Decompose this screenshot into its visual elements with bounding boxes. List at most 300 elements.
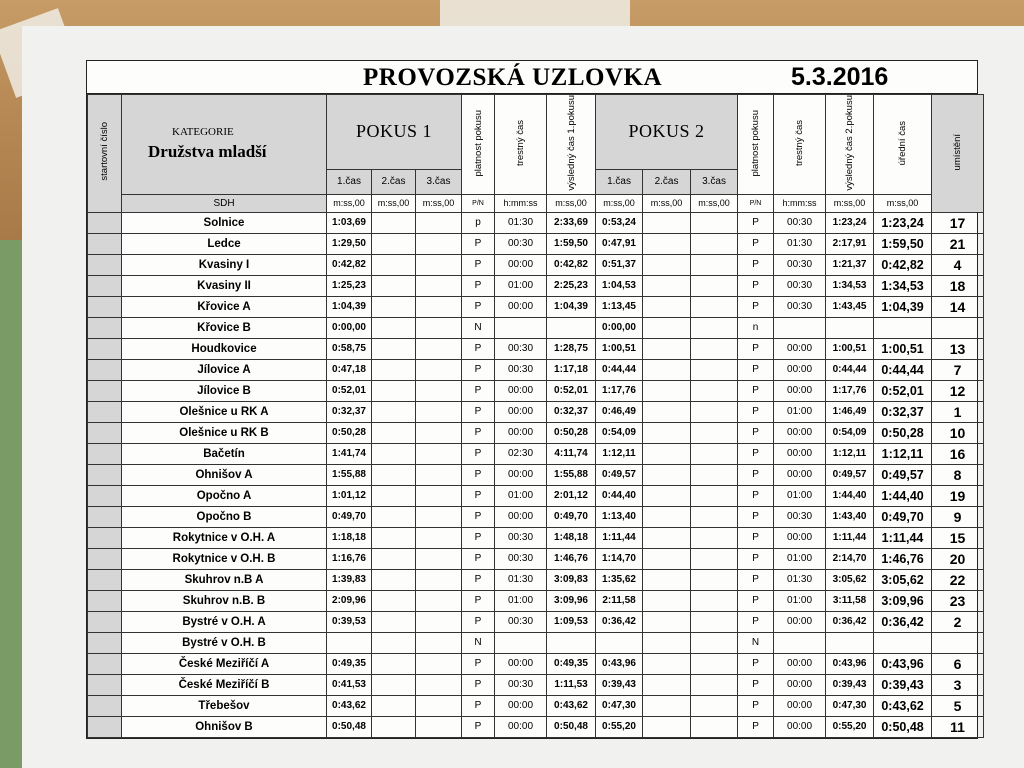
pokus1-vysledny: 0:49,70 (547, 506, 596, 527)
pokus1-cas1: 0:49,35 (327, 653, 372, 674)
table-row (88, 401, 984, 422)
pokus2-platnost: P (738, 275, 774, 296)
pokus2-platnost: P (738, 548, 774, 569)
pokus1-cas2 (372, 464, 416, 485)
pokus2-trestny: 00:00 (774, 443, 826, 464)
pokus1-cas1: 0:49,70 (327, 506, 372, 527)
pokus1-cas1: 1:04,39 (327, 296, 372, 317)
pokus1-platnost: P (462, 443, 495, 464)
pokus1-platnost: P (462, 254, 495, 275)
pokus2-cas2 (643, 653, 691, 674)
pokus1-platnost: P (462, 296, 495, 317)
pokus2-cas3 (691, 506, 738, 527)
pokus1-trestny: 00:00 (495, 401, 547, 422)
pokus2-trestny: 00:30 (774, 212, 826, 233)
table-row (88, 422, 984, 443)
team-name: Opočno A (122, 485, 327, 506)
team-name: Houdkovice (122, 338, 327, 359)
pokus2-trestny: 00:00 (774, 716, 826, 737)
pokus1-cas3 (416, 443, 462, 464)
vysledny1-header: výsledný čas 1.pokusu (547, 95, 596, 195)
pokus1-cas2 (372, 296, 416, 317)
pokus1-platnost: P (462, 485, 495, 506)
pokus2-cas3 (691, 296, 738, 317)
pokus1-cas3 (416, 611, 462, 632)
pokus2-cas3 (691, 443, 738, 464)
pokus2-cas1: 1:14,70 (596, 548, 643, 569)
pokus2-platnost: P (738, 590, 774, 611)
pokus2-cas3 (691, 401, 738, 422)
pokus2-cas3 (691, 611, 738, 632)
uredni-cas: 0:39,43 (874, 674, 932, 695)
pokus2-cas1: 2:11,58 (596, 590, 643, 611)
pokus1-cas1: 1:16,76 (327, 548, 372, 569)
pokus1-vysledny: 0:49,35 (547, 653, 596, 674)
pokus1-cas1: 0:50,28 (327, 422, 372, 443)
event-date: 5.3.2016 (791, 63, 889, 91)
pokus1-platnost: P (462, 590, 495, 611)
pokus2-cas1: 0:47,91 (596, 233, 643, 254)
pokus1-cas3 (416, 653, 462, 674)
umisteni: 20 (932, 548, 984, 569)
pokus1-cas3 (416, 485, 462, 506)
pokus2-cas2 (643, 233, 691, 254)
table-row (88, 695, 984, 716)
pokus1-cas3 (416, 716, 462, 737)
format-label: m:ss,00 (416, 194, 462, 212)
start-number-cell (88, 464, 122, 485)
pokus2-vysledny (826, 632, 874, 653)
pokus2-cas1: 1:00,51 (596, 338, 643, 359)
pokus2-platnost: P (738, 233, 774, 254)
umisteni: 6 (932, 653, 984, 674)
pokus2-cas2 (643, 590, 691, 611)
trestny2-header: trestný čas (774, 95, 826, 195)
pokus2-trestny: 00:00 (774, 464, 826, 485)
pokus2-cas1: 0:51,37 (596, 254, 643, 275)
startovni-cislo-header: startovní číslo (88, 95, 122, 213)
pokus2-platnost: P (738, 443, 774, 464)
uredni-cas: 0:32,37 (874, 401, 932, 422)
pokus2-platnost: P (738, 485, 774, 506)
pokus1-platnost: P (462, 506, 495, 527)
pokus2-trestny: 00:00 (774, 380, 826, 401)
umisteni: 15 (932, 527, 984, 548)
pokus1-platnost: P (462, 338, 495, 359)
pokus2-cas3 (691, 212, 738, 233)
table-row (88, 611, 984, 632)
pokus2-vysledny: 1:17,76 (826, 380, 874, 401)
umisteni: 13 (932, 338, 984, 359)
pokus2-cas2 (643, 212, 691, 233)
pokus2-platnost: P (738, 254, 774, 275)
pokus1-vysledny: 0:32,37 (547, 401, 596, 422)
table-row (88, 464, 984, 485)
team-name: České Meziříčí B (122, 674, 327, 695)
pokus1-platnost: P (462, 233, 495, 254)
table-row (88, 590, 984, 611)
table-row (88, 338, 984, 359)
pokus1-cas2 (372, 317, 416, 338)
table-row (88, 317, 984, 338)
pokus1-cas2 (372, 338, 416, 359)
pokus1-cas1: 1:55,88 (327, 464, 372, 485)
pokus1-trestny: 00:30 (495, 674, 547, 695)
pokus2-trestny: 00:30 (774, 254, 826, 275)
pokus1-trestny: 00:30 (495, 359, 547, 380)
uredni-cas: 0:42,82 (874, 254, 932, 275)
pokus2-cas3 (691, 674, 738, 695)
pokus1-cas2 (372, 254, 416, 275)
pokus2-cas3 (691, 653, 738, 674)
cas2-header: 2.čas (372, 169, 416, 194)
trestny1-header: trestný čas (495, 95, 547, 195)
format-label: P/N (462, 194, 495, 212)
pokus2-cas1: 0:00,00 (596, 317, 643, 338)
pokus2-cas1: 1:13,45 (596, 296, 643, 317)
pokus2-cas3 (691, 338, 738, 359)
pokus2-cas2 (643, 632, 691, 653)
start-number-cell (88, 590, 122, 611)
pokus1-cas1: 0:41,53 (327, 674, 372, 695)
uredni-cas: 1:46,76 (874, 548, 932, 569)
pokus2-cas3 (691, 569, 738, 590)
pokus1-cas3 (416, 380, 462, 401)
pokus2-cas1: 1:12,11 (596, 443, 643, 464)
kategorie-value: Družstva mladší (148, 142, 267, 162)
start-number-cell (88, 275, 122, 296)
pokus2-vysledny: 1:11,44 (826, 527, 874, 548)
start-number-cell (88, 632, 122, 653)
pokus1-trestny: 01:00 (495, 275, 547, 296)
pokus1-platnost: P (462, 527, 495, 548)
table-row (88, 527, 984, 548)
format-label: m:ss,00 (547, 194, 596, 212)
table-row (88, 212, 984, 233)
pokus2-vysledny: 0:44,44 (826, 359, 874, 380)
table-row (88, 275, 984, 296)
results-table (87, 94, 984, 738)
pokus1-cas1: 2:09,96 (327, 590, 372, 611)
pokus1-platnost: P (462, 422, 495, 443)
uredni-cas: 1:00,51 (874, 338, 932, 359)
pokus2-platnost: P (738, 296, 774, 317)
pokus1-platnost: P (462, 569, 495, 590)
format-label: m:ss,00 (372, 194, 416, 212)
pokus1-cas2 (372, 590, 416, 611)
pokus2-cas2 (643, 716, 691, 737)
pokus2-vysledny: 1:43,45 (826, 296, 874, 317)
team-name: Bystré v O.H. A (122, 611, 327, 632)
pokus2-cas3 (691, 233, 738, 254)
pokus2-cas1: 0:44,44 (596, 359, 643, 380)
umisteni: 2 (932, 611, 984, 632)
pokus2-cas2 (643, 275, 691, 296)
pokus1-cas2 (372, 632, 416, 653)
pokus2-platnost: n (738, 317, 774, 338)
uredni-cas: 0:49,70 (874, 506, 932, 527)
pokus1-trestny: 00:30 (495, 548, 547, 569)
pokus1-platnost: P (462, 674, 495, 695)
pokus2-cas1: 1:13,40 (596, 506, 643, 527)
start-number-cell (88, 317, 122, 338)
title-bar (87, 61, 977, 94)
umisteni: 9 (932, 506, 984, 527)
pokus1-cas1: 0:50,48 (327, 716, 372, 737)
pokus2-vysledny: 0:49,57 (826, 464, 874, 485)
pokus2-cas2 (643, 443, 691, 464)
pokus2-cas2 (643, 674, 691, 695)
pokus1-cas2 (372, 548, 416, 569)
pokus2-trestny: 00:30 (774, 275, 826, 296)
pokus2-platnost: P (738, 611, 774, 632)
table-row (88, 506, 984, 527)
pokus1-cas3 (416, 527, 462, 548)
umisteni: 18 (932, 275, 984, 296)
pokus2-vysledny: 1:44,40 (826, 485, 874, 506)
pokus1-cas3 (416, 674, 462, 695)
pokus2-vysledny: 2:17,91 (826, 233, 874, 254)
start-number-cell (88, 548, 122, 569)
pokus2-trestny: 00:00 (774, 527, 826, 548)
pokus2-platnost: P (738, 506, 774, 527)
pokus1-header: POKUS 1 (327, 95, 462, 170)
pokus2-cas3 (691, 254, 738, 275)
uredni-cas: 1:11,44 (874, 527, 932, 548)
pokus2-header: POKUS 2 (596, 95, 738, 170)
pokus1-cas3 (416, 422, 462, 443)
table-row (88, 716, 984, 737)
pokus1-platnost: N (462, 632, 495, 653)
pokus2-platnost: P (738, 401, 774, 422)
start-number-cell (88, 401, 122, 422)
team-name: Opočno B (122, 506, 327, 527)
pokus2-trestny: 00:00 (774, 422, 826, 443)
pokus1-cas2 (372, 380, 416, 401)
pokus1-trestny: 00:00 (495, 254, 547, 275)
team-name: Bačetín (122, 443, 327, 464)
pokus2-vysledny: 3:05,62 (826, 569, 874, 590)
pokus2-cas1: 0:54,09 (596, 422, 643, 443)
pokus1-cas1: 0:43,62 (327, 695, 372, 716)
pokus2-cas2 (643, 569, 691, 590)
pokus2-cas3 (691, 359, 738, 380)
pokus2-cas1: 0:53,24 (596, 212, 643, 233)
uredni-cas: 0:44,44 (874, 359, 932, 380)
results-sheet (86, 60, 978, 739)
pokus1-cas1: 1:29,50 (327, 233, 372, 254)
pokus2-platnost: P (738, 569, 774, 590)
pokus1-cas1: 0:52,01 (327, 380, 372, 401)
format-label: h:mm:ss (774, 194, 826, 212)
team-name: Olešnice u RK B (122, 422, 327, 443)
team-name: České Meziříčí A (122, 653, 327, 674)
team-name: Bystré v O.H. B (122, 632, 327, 653)
pokus1-vysledny: 1:46,76 (547, 548, 596, 569)
pokus1-cas3 (416, 506, 462, 527)
umisteni: 19 (932, 485, 984, 506)
team-name: Rokytnice v O.H. A (122, 527, 327, 548)
cas1-header: 1.čas (327, 169, 372, 194)
pokus2-platnost: P (738, 212, 774, 233)
platnost2-header: platnost pokusu (738, 95, 774, 195)
pokus1-cas2 (372, 401, 416, 422)
pokus2-vysledny: 1:46,49 (826, 401, 874, 422)
pokus2-cas3 (691, 485, 738, 506)
pokus2-cas3 (691, 632, 738, 653)
pokus1-vysledny: 0:50,28 (547, 422, 596, 443)
pokus1-cas2 (372, 674, 416, 695)
team-name: Ohnišov B (122, 716, 327, 737)
pokus1-cas1: 0:47,18 (327, 359, 372, 380)
team-name: Kvasiny II (122, 275, 327, 296)
team-name: Jílovice A (122, 359, 327, 380)
pokus2-trestny: 00:00 (774, 695, 826, 716)
start-number-cell (88, 569, 122, 590)
pokus1-trestny: 00:30 (495, 338, 547, 359)
pokus2-vysledny: 3:11,58 (826, 590, 874, 611)
start-number-cell (88, 233, 122, 254)
pokus1-vysledny: 2:25,23 (547, 275, 596, 296)
umisteni: 1 (932, 401, 984, 422)
pokus2-platnost: P (738, 527, 774, 548)
vysledny2-header: výsledný čas 2.pokusu (826, 95, 874, 195)
pokus1-cas3 (416, 275, 462, 296)
table-row (88, 359, 984, 380)
pokus1-platnost: P (462, 716, 495, 737)
uredni-cas: 3:09,96 (874, 590, 932, 611)
uredni-cas (874, 632, 932, 653)
pokus1-vysledny: 4:11,74 (547, 443, 596, 464)
pokus1-cas3 (416, 590, 462, 611)
team-name: Ohnišov A (122, 464, 327, 485)
table-row (88, 632, 984, 653)
pokus1-vysledny: 0:52,01 (547, 380, 596, 401)
pokus1-cas3 (416, 464, 462, 485)
format-label: h:mm:ss (495, 194, 547, 212)
format-label: m:ss,00 (691, 194, 738, 212)
pokus1-trestny (495, 317, 547, 338)
pokus2-cas1: 0:43,96 (596, 653, 643, 674)
pokus2-vysledny: 0:36,42 (826, 611, 874, 632)
format-label: m:ss,00 (643, 194, 691, 212)
pokus1-vysledny: 0:42,82 (547, 254, 596, 275)
pokus1-cas3 (416, 212, 462, 233)
pokus2-vysledny: 1:23,24 (826, 212, 874, 233)
pokus1-trestny: 00:00 (495, 380, 547, 401)
pokus2-vysledny: 0:47,30 (826, 695, 874, 716)
pokus2-cas3 (691, 590, 738, 611)
uredni-cas: 3:05,62 (874, 569, 932, 590)
pokus2-cas1: 0:39,43 (596, 674, 643, 695)
pokus1-cas1: 1:39,83 (327, 569, 372, 590)
pokus2-cas2 (643, 401, 691, 422)
pokus1-platnost: P (462, 401, 495, 422)
pokus1-cas1: 0:42,82 (327, 254, 372, 275)
umisteni: 11 (932, 716, 984, 737)
table-row (88, 485, 984, 506)
cas1-header: 1.čas (596, 169, 643, 194)
pokus1-cas3 (416, 569, 462, 590)
kategorie-header: KATEGORIE Družstva mladší (122, 95, 327, 195)
pokus1-platnost: P (462, 275, 495, 296)
table-row (88, 233, 984, 254)
pokus1-cas3 (416, 317, 462, 338)
table-row (88, 569, 984, 590)
pokus2-cas1 (596, 632, 643, 653)
uredni-cas: 1:12,11 (874, 443, 932, 464)
umisteni: 4 (932, 254, 984, 275)
uredni-cas: 0:43,96 (874, 653, 932, 674)
pokus1-platnost: P (462, 695, 495, 716)
pokus2-vysledny (826, 317, 874, 338)
start-number-cell (88, 296, 122, 317)
platnost1-header: platnost pokusu (462, 95, 495, 195)
pokus1-cas3 (416, 632, 462, 653)
pokus1-cas2 (372, 569, 416, 590)
pokus1-cas3 (416, 695, 462, 716)
cas3-header: 3.čas (416, 169, 462, 194)
pokus1-trestny: 00:00 (495, 695, 547, 716)
pokus1-cas2 (372, 485, 416, 506)
pokus1-trestny: 00:00 (495, 716, 547, 737)
pokus2-trestny: 01:00 (774, 590, 826, 611)
umisteni: 14 (932, 296, 984, 317)
pokus1-cas2 (372, 233, 416, 254)
pokus1-vysledny: 1:59,50 (547, 233, 596, 254)
uredni-cas: 0:50,48 (874, 716, 932, 737)
uredni-cas: 1:04,39 (874, 296, 932, 317)
pokus1-cas2 (372, 611, 416, 632)
uredni-cas: 1:59,50 (874, 233, 932, 254)
start-number-cell (88, 359, 122, 380)
pokus1-cas1: 0:58,75 (327, 338, 372, 359)
team-name: Křovice A (122, 296, 327, 317)
team-name: Rokytnice v O.H. B (122, 548, 327, 569)
pokus2-cas2 (643, 695, 691, 716)
pokus2-cas1: 0:36,42 (596, 611, 643, 632)
pokus2-vysledny: 0:55,20 (826, 716, 874, 737)
pokus2-trestny: 00:00 (774, 674, 826, 695)
cas3-header: 3.čas (691, 169, 738, 194)
uredni-cas: 1:34,53 (874, 275, 932, 296)
umisteni (932, 632, 984, 653)
team-name: Skuhrov n.B A (122, 569, 327, 590)
umisteni: 23 (932, 590, 984, 611)
pokus2-cas1: 1:11,44 (596, 527, 643, 548)
pokus2-cas2 (643, 548, 691, 569)
pokus2-cas3 (691, 548, 738, 569)
pokus2-trestny: 00:00 (774, 359, 826, 380)
table-row (88, 443, 984, 464)
pokus1-cas2 (372, 695, 416, 716)
pokus1-platnost: p (462, 212, 495, 233)
pokus2-vysledny: 0:39,43 (826, 674, 874, 695)
start-number-cell (88, 443, 122, 464)
pokus1-cas1: 1:03,69 (327, 212, 372, 233)
pokus1-vysledny: 3:09,96 (547, 590, 596, 611)
pokus1-cas2 (372, 506, 416, 527)
pokus2-cas1: 1:35,62 (596, 569, 643, 590)
pokus1-cas3 (416, 233, 462, 254)
pokus2-cas3 (691, 464, 738, 485)
pokus1-vysledny: 0:43,62 (547, 695, 596, 716)
format-label: m:ss,00 (327, 194, 372, 212)
pokus2-cas1: 0:55,20 (596, 716, 643, 737)
pokus1-trestny: 02:30 (495, 443, 547, 464)
pokus1-cas1: 0:39,53 (327, 611, 372, 632)
pokus1-cas2 (372, 527, 416, 548)
